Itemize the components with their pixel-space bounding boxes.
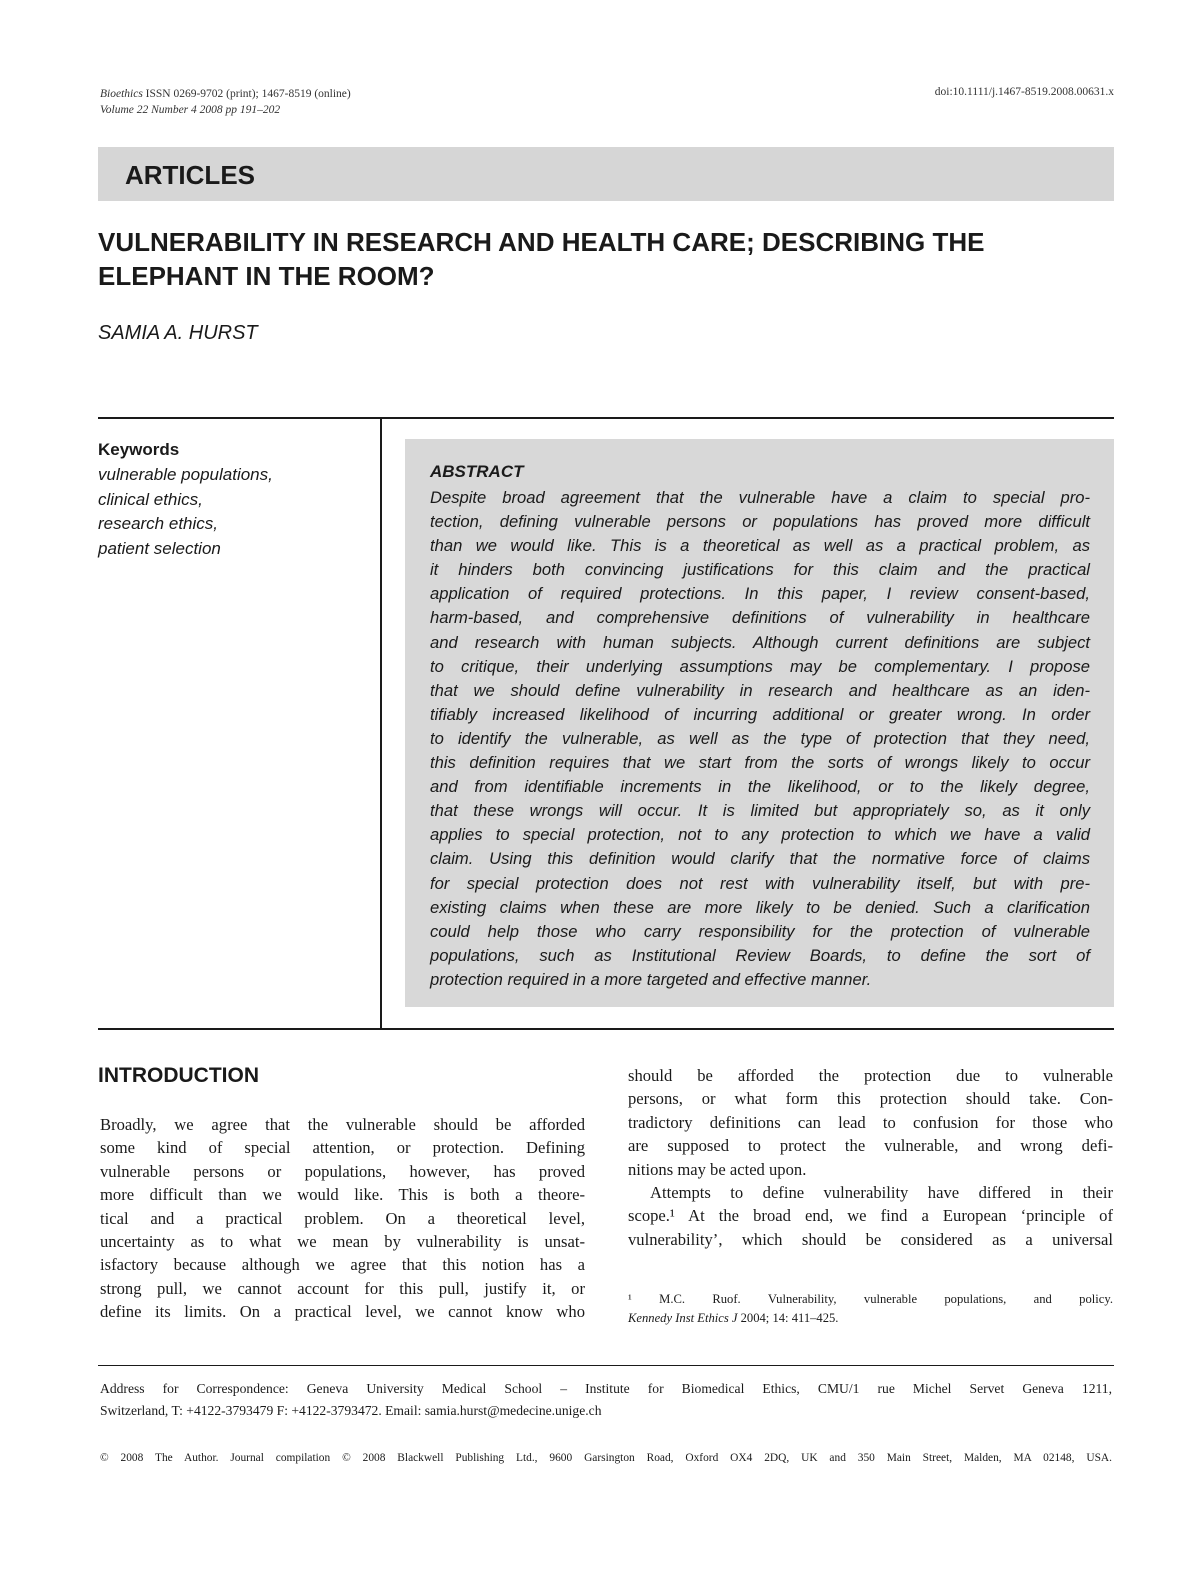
article-title: [98, 225, 1108, 293]
abstract-line: to identify the vulnerable, as well as the type of protection that they need,: [430, 728, 1090, 748]
abstract-line: protection required in a more targeted and effective manner.: [430, 969, 872, 989]
copyright-notice: © 2008 The Author. Journal compilation © 2008 Blackwell Publishing Ltd., 9600 Garsington Road, Oxford OX4 2DQ, UK and 350 Main Street, Malden, MA 02148, USA.: [100, 1452, 1112, 1464]
keywords-heading: Keywords: [98, 440, 180, 459]
body-line: some kind of special attention, or protection. Defining: [100, 1138, 585, 1158]
body-column-left: [100, 1113, 585, 1324]
footnote-citation: 2004; 14: 411–425.: [737, 1310, 839, 1325]
body-line: vulnerability’, which should be considered as a universal: [628, 1229, 1113, 1249]
body-line: vulnerable persons or populations, however, has proved: [100, 1161, 585, 1181]
footnote-line: [628, 1309, 1113, 1328]
footnote-line: ¹ M.C. Ruof. Vulnerability, vulnerable populations, and policy.: [628, 1292, 1113, 1306]
abstract-line: than we would like. This is a theoretical as well as a practical problem, as: [430, 536, 1090, 556]
abstract-line: could help those who carry responsibility for the protection of vulnerable: [430, 921, 1090, 941]
abstract-line: harm-based, and comprehensive definitions of vulnerability in healthcare: [430, 608, 1090, 628]
body-line: more difficult than we would like. This is both a theore-: [100, 1185, 585, 1205]
body-line: nitions may be acted upon.: [628, 1159, 807, 1179]
body-line: Broadly, we agree that the vulnerable should be afforded: [100, 1115, 585, 1134]
author-name: SAMIA A. HURST: [98, 322, 258, 344]
issn: ISSN 0269-9702 (print); 1467-8519 (online): [145, 88, 351, 100]
abstract-line: applies to special protection, not to any protection to which we have a valid: [430, 825, 1090, 845]
correspondence-address: [100, 1378, 1112, 1421]
abstract-line: populations, such as Institutional Review Boards, to define the sort of: [430, 945, 1090, 965]
journal-name: Bioethics: [100, 88, 143, 100]
body-line: should be afforded the protection due to vulnerable: [628, 1066, 1113, 1085]
keywords-list: [98, 463, 273, 561]
body-column-right: [628, 1064, 1113, 1251]
footnote: [628, 1290, 1113, 1327]
address-line: Address for Correspondence: Geneva University Medical School – Institute for Biomedical Ethics, CMU/1 rue Michel Servet Geneva 1211,: [100, 1381, 1112, 1396]
abstract-line: this definition requires that we start from the sorts of wrongs likely to occur: [430, 753, 1090, 773]
body-line: define its limits. On a practical level, we cannot know who: [100, 1302, 585, 1322]
keyword: vulnerable populations,: [98, 465, 273, 484]
body-line: uncertainty as to what we mean by vulnerability is unsat-: [100, 1231, 585, 1251]
body-line: tradictory definitions can lead to confusion for those who: [628, 1112, 1113, 1132]
abstract-heading: ABSTRACT: [430, 462, 524, 481]
title-line: ELEPHANT IN THE ROOM?: [98, 261, 435, 291]
abstract-line: application of required protections. In this paper, I review consent-based,: [430, 584, 1090, 604]
abstract-line: claim. Using this definition would clarify that the normative force of claims: [430, 849, 1090, 869]
abstract-line: that we should define vulnerability in research and healthcare as an iden-: [430, 680, 1090, 700]
keyword: research ethics,: [98, 514, 218, 533]
body-line: scope.¹ At the broad end, we find a European ‘principle of: [628, 1206, 1113, 1226]
abstract-line: for special protection does not rest with vulnerability itself, but with pre-: [430, 873, 1090, 893]
body-line: strong pull, we cannot account for this pull, justify it, or: [100, 1278, 585, 1298]
divider-bottom: [98, 1028, 1114, 1030]
body-line: tical and a practical problem. On a theoretical level,: [100, 1208, 585, 1228]
abstract-line: it hinders both convincing justifications for this claim and the practical: [430, 560, 1090, 580]
keyword: patient selection: [98, 538, 221, 558]
body-line: Attempts to define vulnerability have differed in their: [650, 1182, 1113, 1202]
abstract-line: and from identifiable increments in the likelihood, or to the likely degree,: [430, 777, 1090, 797]
abstract-line: tection, defining vulnerable persons or populations has proved more difficult: [430, 512, 1090, 532]
abstract-line: existing claims when these are more likely to be denied. Such a clarification: [430, 897, 1090, 917]
introduction-heading: INTRODUCTION: [98, 1064, 259, 1087]
address-line: Switzerland, T: +4122-3793479 F: +4122-3793472. Email: samia.hurst@medecine.unige.ch: [100, 1402, 602, 1418]
journal-citation: [100, 86, 351, 118]
divider-footer: [98, 1365, 1114, 1366]
abstract-body: [430, 486, 1090, 992]
title-line: VULNERABILITY IN RESEARCH AND HEALTH CARE; DESCRIBING THE: [98, 227, 985, 257]
abstract-line: and research with human subjects. Although current definitions are subject: [430, 632, 1090, 652]
abstract-line: to critique, their underlying assumptions may be complementary. I propose: [430, 656, 1090, 676]
keyword: clinical ethics,: [98, 489, 203, 509]
divider-top: [98, 417, 1114, 419]
body-line: persons, or what form this protection should take. Con-: [628, 1089, 1113, 1109]
body-line: isfactory because although we agree that this notion has a: [100, 1255, 585, 1275]
footnote-journal: Kennedy Inst Ethics J: [628, 1310, 738, 1325]
doi: doi:10.1111/j.1467-8519.2008.00631.x: [934, 86, 1114, 98]
section-label: ARTICLES: [125, 160, 255, 190]
divider-vertical: [380, 417, 382, 1030]
body-line: are supposed to protect the vulnerable, and wrong defi-: [628, 1136, 1113, 1156]
abstract-line: Despite broad agreement that the vulnerable have a claim to special pro-: [430, 488, 1090, 507]
abstract-line: tifiably increased likelihood of incurring additional or greater wrong. In order: [430, 704, 1090, 724]
abstract-line: that these wrongs will occur. It is limited but appropriately so, as it only: [430, 801, 1090, 821]
volume-line: Volume 22 Number 4 2008 pp 191–202: [100, 104, 281, 116]
